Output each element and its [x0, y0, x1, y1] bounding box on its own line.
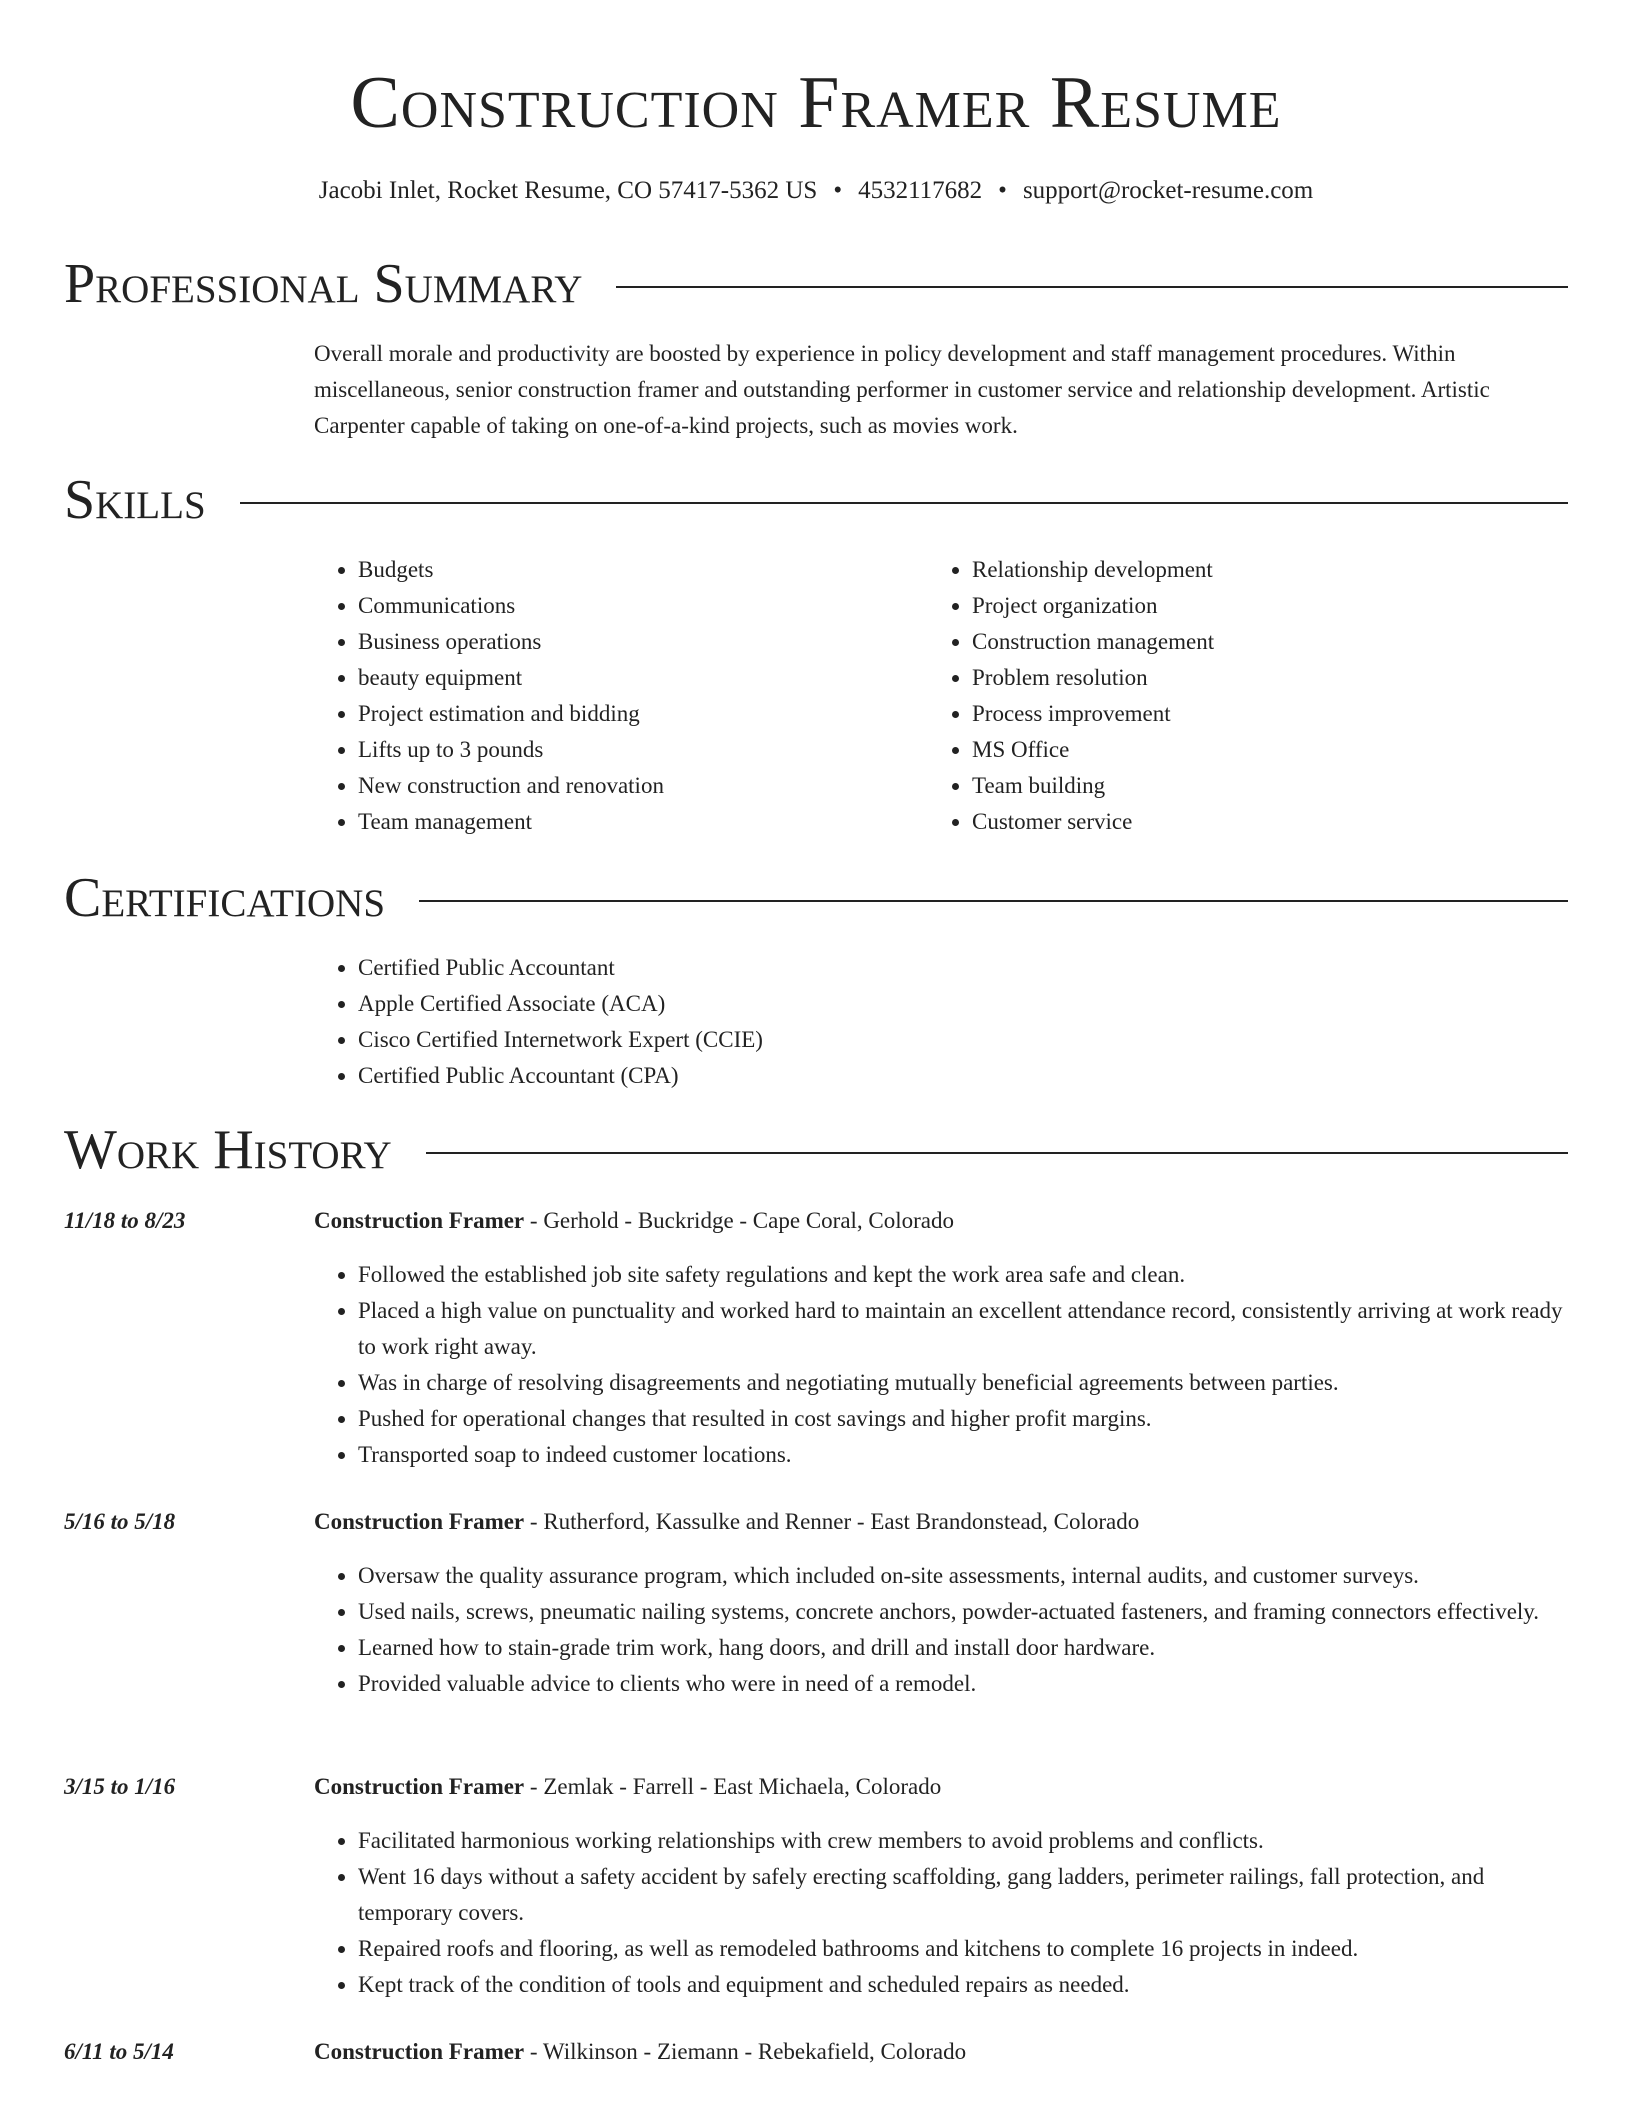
certification-item: • Apple Certified Associate (ACA) — [358, 986, 1574, 1022]
job-employer-location: - Zemlak - Farrell - East Michaela, Colorado — [524, 1774, 942, 1799]
certifications-list — [314, 950, 1574, 1094]
job-role: Construction Framer — [314, 2039, 525, 2064]
section-divider — [419, 900, 1568, 902]
resume-title: Construction Framer Resume — [350, 62, 1282, 144]
skills-section-header — [64, 468, 1568, 532]
summary-text: Overall morale and productivity are boosted by experience in policy development and staff management procedures. Within miscellaneous, senior construction framer and outstanding performer in customer service and relationship development. Artistic Carpenter capable of taking on one-of-a-kind projects, such as movies work. — [314, 341, 1490, 438]
job-role: Construction Framer — [314, 1774, 525, 1799]
summary-section-header — [64, 252, 1568, 316]
summary-heading: Professional Summary — [64, 253, 583, 315]
duty-item: • Transported soap to indeed customer locations. — [358, 1437, 1574, 1473]
work-history-heading: Work History — [64, 1119, 392, 1181]
duty-item: • Kept track of the condition of tools and equipment and scheduled repairs as needed. — [358, 1967, 1574, 2003]
contact-line — [0, 174, 1632, 208]
job-duties — [314, 1823, 1574, 2003]
contact-separator: • — [998, 177, 1007, 204]
job-dates: 3/15 to 1/16 — [64, 1774, 176, 1799]
section-divider — [240, 502, 1568, 504]
skill-item: • New construction and renovation — [358, 768, 914, 804]
certifications-heading: Certifications — [64, 867, 386, 929]
job-title-line — [314, 1769, 941, 1805]
skills-column-right — [928, 552, 1528, 840]
skill-item: • Team building — [972, 768, 1528, 804]
skill-item: • Construction management — [972, 624, 1528, 660]
skill-item: • Problem resolution — [972, 660, 1528, 696]
section-divider — [616, 286, 1568, 288]
certifications-section-header — [64, 866, 1568, 930]
job-role: Construction Framer — [314, 1509, 525, 1534]
job-dates: 6/11 to 5/14 — [64, 2039, 174, 2064]
job-title-line — [314, 2034, 966, 2070]
duty-item: • Pushed for operational changes that resulted in cost savings and higher profit margins. — [358, 1401, 1574, 1437]
skill-item: • Business operations — [358, 624, 914, 660]
job-title-line — [314, 1203, 954, 1239]
duty-item: • Provided valuable advice to clients who were in need of a remodel. — [358, 1666, 1574, 1702]
job-dates: 5/16 to 5/18 — [64, 1509, 176, 1534]
skill-item: • Process improvement — [972, 696, 1528, 732]
job-dates: 11/18 to 8/23 — [64, 1208, 186, 1233]
skill-item: • beauty equipment — [358, 660, 914, 696]
job-employer-location: - Gerhold - Buckridge - Cape Coral, Colorado — [524, 1208, 955, 1233]
skill-item: • MS Office — [972, 732, 1528, 768]
skills-column-left — [314, 552, 914, 840]
duty-item: • Placed a high value on punctuality and worked hard to maintain an excellent attendance record, consistently arriving at work ready to work right away. — [358, 1293, 1574, 1365]
skill-item: • Customer service — [972, 804, 1528, 840]
section-divider — [426, 1152, 1568, 1154]
certification-item: • Certified Public Accountant — [358, 950, 1574, 986]
duty-item: • Facilitated harmonious working relationships with crew members to avoid problems and conflicts. — [358, 1823, 1574, 1859]
skills-heading: Skills — [64, 469, 206, 531]
skill-item: • Lifts up to 3 pounds — [358, 732, 914, 768]
job-role: Construction Framer — [314, 1208, 525, 1233]
skill-item: • Communications — [358, 588, 914, 624]
skill-item: • Project estimation and bidding — [358, 696, 914, 732]
duty-item: • Went 16 days without a safety accident by safely erecting scaffolding, gang ladders, perimeter railings, fall protection, and temporary covers. — [358, 1859, 1574, 1931]
skill-item: • Project organization — [972, 588, 1528, 624]
job-title-line — [314, 1504, 1139, 1540]
job-employer-location: - Wilkinson - Ziemann - Rebekafield, Colorado — [524, 2039, 967, 2064]
contact-phone: 4532117682 — [858, 177, 983, 204]
duty-item: • Learned how to stain-grade trim work, hang doors, and drill and install door hardware. — [358, 1630, 1574, 1666]
skill-item: • Relationship development — [972, 552, 1528, 588]
duty-item: • Repaired roofs and flooring, as well as remodeled bathrooms and kitchens to complete 16 projects in indeed. — [358, 1931, 1574, 1967]
work-history-section-header — [64, 1118, 1568, 1182]
job-duties — [314, 1558, 1574, 1702]
certification-item: • Cisco Certified Internetwork Expert (CCIE) — [358, 1022, 1574, 1058]
duty-item: • Used nails, screws, pneumatic nailing systems, concrete anchors, powder-actuated fasteners, and framing connectors effectively. — [358, 1594, 1574, 1630]
duty-item: • Oversaw the quality assurance program, which included on-site assessments, internal audits, and customer surveys. — [358, 1558, 1574, 1594]
contact-address: Jacobi Inlet, Rocket Resume, CO 57417-5362 US — [318, 177, 818, 204]
skill-item: • Team management — [358, 804, 914, 840]
job-duties — [314, 1257, 1574, 1473]
certification-item: • Certified Public Accountant (CPA) — [358, 1058, 1574, 1094]
contact-separator: • — [833, 177, 843, 204]
job-employer-location: - Rutherford, Kassulke and Renner - East Brandonstead, Colorado — [524, 1509, 1140, 1534]
duty-item: • Was in charge of resolving disagreements and negotiating mutually beneficial agreements between parties. — [358, 1365, 1574, 1401]
duty-item: • Followed the established job site safety regulations and kept the work area safe and clean. — [358, 1257, 1574, 1293]
contact-email: support@rocket-resume.com — [1022, 177, 1314, 204]
skill-item: • Budgets — [358, 552, 914, 588]
